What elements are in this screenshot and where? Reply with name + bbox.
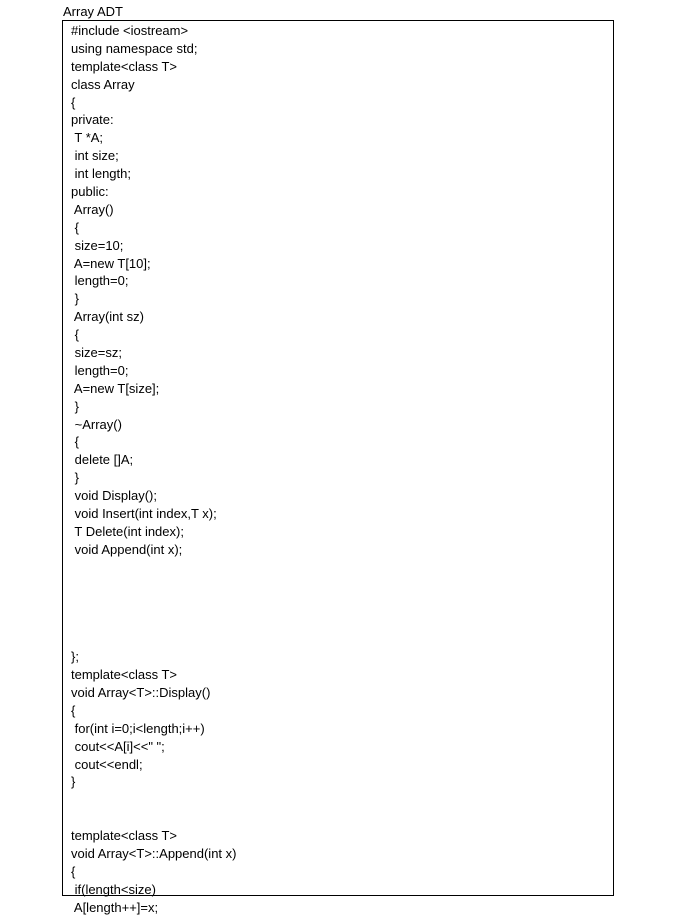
code-line: template<class T>: [71, 828, 177, 844]
code-line: template<class T>: [71, 667, 177, 683]
code-line: [71, 577, 236, 595]
code-line: delete []A;: [71, 452, 134, 468]
code-line: public:: [71, 184, 109, 200]
code-line: [71, 612, 236, 630]
code-line: [71, 809, 236, 827]
code-line: using namespace std;: [71, 40, 198, 56]
code-line: void Display();: [71, 488, 157, 504]
code-line: template<class T>: [71, 58, 177, 74]
code-line: A=new T[size];: [71, 380, 160, 396]
code-line: A=new T[10];: [71, 255, 151, 271]
code-line: }: [71, 774, 76, 790]
code-line: cout<<endl;: [71, 756, 143, 772]
code-line: [71, 595, 236, 613]
code-line: };: [71, 649, 79, 665]
code-line: length=0;: [71, 362, 129, 378]
code-line: }: [71, 470, 79, 486]
code-line: size=10;: [71, 237, 124, 253]
code-line: size=sz;: [71, 345, 122, 361]
code-line: if(length<size): [71, 881, 156, 897]
code-line: [71, 630, 236, 648]
code-line: T *A;: [71, 130, 104, 146]
code-line: void Append(int x);: [71, 541, 183, 557]
code-line: {: [71, 327, 79, 343]
code-line: {: [71, 863, 76, 879]
code-line: {: [71, 434, 79, 450]
code-line: private:: [71, 112, 114, 128]
code-line: class Array: [71, 76, 135, 92]
document-title: Array ADT: [63, 4, 123, 19]
code-line: ~Array(): [71, 416, 122, 432]
code-line: {: [71, 702, 76, 718]
code-line: #include <iostream>: [71, 23, 189, 38]
code-line: void Array<T>::Append(int x): [71, 845, 237, 861]
code-line: for(int i=0;i<length;i++): [71, 720, 205, 736]
code-box: [62, 20, 614, 915]
code-line: void Array<T>::Display(): [71, 684, 211, 700]
code-line: Array(): [71, 201, 114, 217]
code-line: Array(int sz): [71, 309, 144, 325]
code-line: A[length++]=x;: [71, 899, 159, 915]
code-line: [71, 791, 236, 809]
code-listing: [71, 22, 236, 917]
code-line: int size;: [71, 148, 119, 164]
code-line: }: [71, 398, 79, 414]
code-line: {: [71, 219, 79, 235]
code-line: T Delete(int index);: [71, 523, 184, 539]
code-line: }: [71, 291, 79, 307]
code-line: [71, 559, 236, 577]
code-line: {: [71, 94, 76, 110]
code-line: void Insert(int index,T x);: [71, 506, 217, 522]
code-line: length=0;: [71, 273, 129, 289]
code-line: cout<<A[i]<<" ";: [71, 738, 165, 754]
code-line: int length;: [71, 166, 131, 182]
